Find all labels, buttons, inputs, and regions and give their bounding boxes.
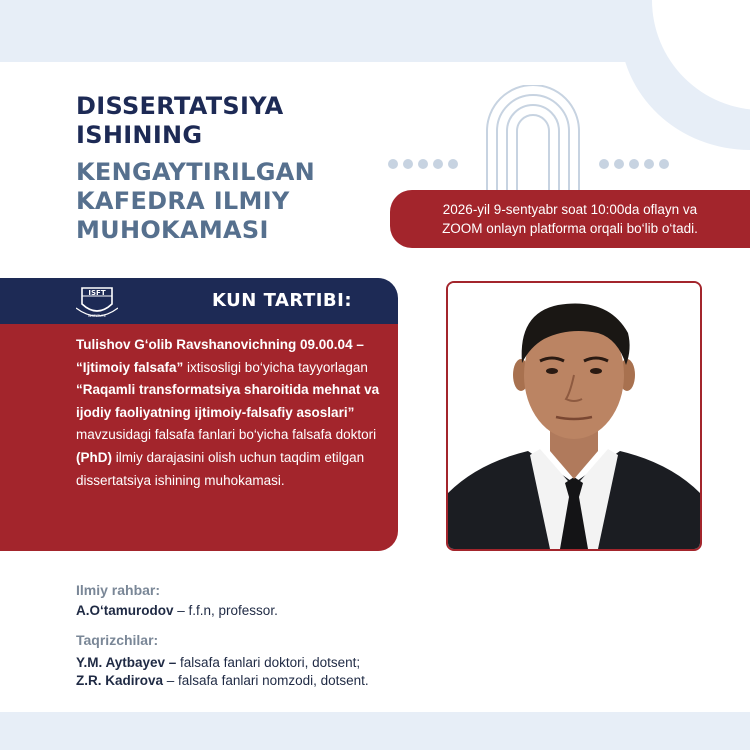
- arches-decoration-icon: [485, 85, 581, 195]
- reviewer-2-name: Z.R. Kadirova: [76, 673, 164, 688]
- event-line-2: ZOOM onlayn platforma orqali bo‘lib o‘tadi.: [442, 221, 698, 236]
- supervisor-title: – f.f.n, professor.: [173, 603, 278, 618]
- supervisor-line: [76, 603, 278, 618]
- reviewer-2-title: – falsafa fanlari nomzodi, dotsent.: [163, 673, 369, 688]
- reviewer-1-name: Y.M. Aytbayev –: [76, 655, 177, 670]
- title-line-1: DISSERTATSIYA: [76, 92, 284, 120]
- dots-right-decoration: [599, 159, 669, 169]
- agenda-text-2: ixtisosligi bo‘yicha tayyorlagan: [183, 359, 368, 375]
- agenda-text: [76, 334, 386, 492]
- event-line-1: 2026-yil 9-sentyabr soat 10:00da oflayn va: [442, 202, 698, 217]
- agenda-phd: (PhD): [76, 449, 112, 465]
- title-line-2: ISHINING: [76, 121, 203, 149]
- reviewer-1-line: [76, 655, 360, 670]
- bottom-background-band: [0, 712, 750, 750]
- page-title: [76, 92, 376, 245]
- title-line-5: MUHOKAMASI: [76, 216, 269, 244]
- supervisor-name: A.O‘tamurodov: [76, 603, 174, 618]
- supervisor-label: Ilmiy rahbar:: [76, 582, 161, 598]
- portrait-photo: [448, 283, 700, 549]
- agenda-title: KUN TARTIBI:: [212, 290, 353, 311]
- agenda-text-6: ilmiy darajasini olish uchun taqdim etilgan dissertatsiya ishining muhokamasi.: [76, 449, 365, 488]
- reviewer-2-line: [76, 673, 369, 688]
- corner-decoration: [620, 0, 750, 150]
- title-line-4: KAFEDRA ILMIY: [76, 187, 290, 215]
- dots-left-decoration: [388, 159, 458, 169]
- agenda-candidate: Tulishov G‘olib Ravshanovichning 09.00.04 – “Ijtimoiy falsafa”: [76, 337, 364, 375]
- reviewer-1-title: falsafa fanlari doktori, dotsent;: [176, 655, 361, 670]
- logo-subtext: INSTITUTE: [87, 314, 107, 318]
- reviewers-label: Taqrizchilar:: [76, 632, 159, 648]
- institute-logo-icon: [76, 284, 118, 320]
- title-line-3: KENGAYTIRILGAN: [76, 158, 315, 186]
- candidate-photo: [446, 281, 702, 551]
- agenda-topic: “Raqamli transformatsiya sharoitida mehnat va ijodiy faoliyatning ijtimoiy-falsafiy asoslari”: [76, 382, 380, 420]
- agenda-text-4: mavzusidagi falsafa fanlari bo‘yicha falsafa doktori: [76, 427, 377, 443]
- event-date-banner: [390, 190, 750, 248]
- logo-text: ISFT: [88, 289, 106, 297]
